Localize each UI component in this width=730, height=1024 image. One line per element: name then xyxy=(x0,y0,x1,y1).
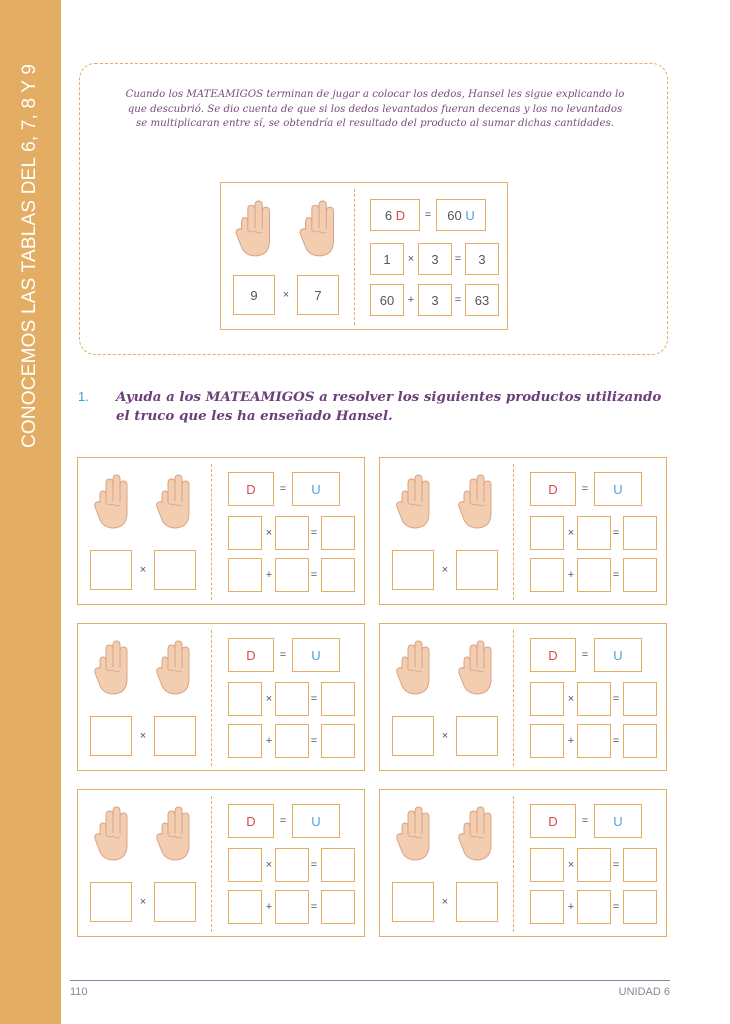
units-letter: U xyxy=(613,813,623,829)
equals-sign: = xyxy=(310,735,318,747)
tens-count: 6 xyxy=(384,207,393,223)
equals-sign: = xyxy=(612,859,620,871)
footer-divider xyxy=(70,980,670,981)
raised-fingers-hand-icon xyxy=(456,472,496,532)
equals-sign: = xyxy=(310,569,318,581)
times-sign: × xyxy=(139,896,147,908)
tens-value: 60 xyxy=(447,207,462,223)
times-sign: × xyxy=(139,730,147,742)
equals-sign: = xyxy=(612,527,620,539)
raised-fingers-hand-icon xyxy=(297,199,339,259)
mult-a-input[interactable] xyxy=(228,516,262,550)
raised-fingers-hand-icon xyxy=(394,804,434,864)
tens-input[interactable] xyxy=(228,804,274,838)
tens-input[interactable] xyxy=(228,472,274,506)
sum-b-input[interactable] xyxy=(275,558,309,592)
times-sign: × xyxy=(441,896,449,908)
times-sign: × xyxy=(567,527,575,539)
mult-b-input[interactable] xyxy=(577,516,611,550)
raised-fingers-hand-icon xyxy=(456,804,496,864)
mult-result-input[interactable] xyxy=(321,516,355,550)
mult-result-input[interactable] xyxy=(623,516,657,550)
units-letter: U xyxy=(613,481,623,497)
section-title: CONOCEMOS LAS TABLAS DEL 6, 7, 8 Y 9 xyxy=(19,63,40,448)
mult-result-box: 3 xyxy=(465,243,499,275)
exercise-card xyxy=(379,623,667,771)
times-sign: × xyxy=(567,693,575,705)
right-factor-input[interactable] xyxy=(154,882,196,922)
sum-result-input[interactable] xyxy=(321,724,355,758)
mult-b-box: 3 xyxy=(418,243,452,275)
units-input[interactable] xyxy=(594,638,642,672)
units-input[interactable] xyxy=(292,638,340,672)
sum-result-input[interactable] xyxy=(321,558,355,592)
tens-input[interactable] xyxy=(530,638,576,672)
raised-fingers-hand-icon xyxy=(456,638,496,698)
raised-fingers-hand-icon xyxy=(92,804,132,864)
sum-a-input[interactable] xyxy=(228,558,262,592)
mult-a-input[interactable] xyxy=(530,682,564,716)
sum-a-input[interactable] xyxy=(228,890,262,924)
sum-b-input[interactable] xyxy=(577,558,611,592)
sum-b-input[interactable] xyxy=(577,724,611,758)
raised-fingers-hand-icon xyxy=(233,199,275,259)
exercise-number: 1. xyxy=(78,389,89,404)
exercise-card xyxy=(379,457,667,605)
sum-result-input[interactable] xyxy=(321,890,355,924)
equals-sign: = xyxy=(279,815,287,827)
sum-b-input[interactable] xyxy=(275,890,309,924)
units-input[interactable] xyxy=(594,472,642,506)
mult-result-input[interactable] xyxy=(623,682,657,716)
tens-input[interactable] xyxy=(530,472,576,506)
mult-result-input[interactable] xyxy=(623,848,657,882)
exercise-card xyxy=(379,789,667,937)
plus-sign: + xyxy=(265,901,273,913)
units-letter: U xyxy=(465,207,475,223)
tens-letter: D xyxy=(548,647,558,663)
raised-fingers-hand-icon xyxy=(154,472,194,532)
tens-letter: D xyxy=(246,647,256,663)
exercise-card xyxy=(77,789,365,937)
equals-sign: = xyxy=(612,901,620,913)
intro-text: Cuando los MATEAMIGOS terminan de jugar a colocar los dedos, Hansel les sigue explicando lo que descubrió. Se dio cuenta de que si los dedos levantados fueran decenas y los no levantados se multiplicaran entre sí, se obtendría el resultado del producto al sumar dichas cantidades. xyxy=(125,89,625,130)
tens-box xyxy=(370,199,420,231)
mult-a-box: 1 xyxy=(370,243,404,275)
times-sign: × xyxy=(265,859,273,871)
exercise-instruction: Ayuda a los MATEAMIGOS a resolver los siguientes productos utilizando el truco que les ha enseñado Hansel. xyxy=(116,389,662,424)
example-box xyxy=(220,182,508,330)
left-factor-input[interactable] xyxy=(392,716,434,756)
tens-input[interactable] xyxy=(530,804,576,838)
times-sign: × xyxy=(265,693,273,705)
times-sign: × xyxy=(567,859,575,871)
raised-fingers-hand-icon xyxy=(394,472,434,532)
mult-a-input[interactable] xyxy=(228,682,262,716)
equals-sign: = xyxy=(310,693,318,705)
units-letter: U xyxy=(311,647,321,663)
left-factor-input[interactable] xyxy=(392,882,434,922)
units-letter: U xyxy=(311,481,321,497)
sum-result-box: 63 xyxy=(465,284,499,316)
right-factor-input[interactable] xyxy=(456,882,498,922)
raised-fingers-hand-icon xyxy=(154,804,194,864)
sum-a-input[interactable] xyxy=(530,724,564,758)
unit-label: UNIDAD 6 xyxy=(618,986,670,998)
left-factor-input[interactable] xyxy=(90,550,132,590)
equals-sign: = xyxy=(454,294,462,306)
plus-sign: + xyxy=(407,294,415,306)
right-factor-input[interactable] xyxy=(154,716,196,756)
sum-a-input[interactable] xyxy=(530,558,564,592)
equals-sign: = xyxy=(310,901,318,913)
plus-sign: + xyxy=(567,735,575,747)
units-letter: U xyxy=(613,647,623,663)
mult-result-input[interactable] xyxy=(321,682,355,716)
sum-result-input[interactable] xyxy=(623,558,657,592)
left-factor-input[interactable] xyxy=(90,716,132,756)
mult-a-input[interactable] xyxy=(228,848,262,882)
equals-sign: = xyxy=(279,649,287,661)
mult-a-input[interactable] xyxy=(530,516,564,550)
plus-sign: + xyxy=(567,569,575,581)
equals-sign: = xyxy=(279,483,287,495)
right-factor-input[interactable] xyxy=(456,550,498,590)
equals-sign: = xyxy=(612,735,620,747)
times-sign: × xyxy=(441,564,449,576)
equals-sign: = xyxy=(581,483,589,495)
equals-sign: = xyxy=(581,815,589,827)
sum-b-input[interactable] xyxy=(577,890,611,924)
tens-letter: D xyxy=(548,481,558,497)
mult-a-input[interactable] xyxy=(530,848,564,882)
right-factor-input[interactable] xyxy=(456,716,498,756)
raised-fingers-hand-icon xyxy=(92,638,132,698)
plus-sign: + xyxy=(567,901,575,913)
plus-sign: + xyxy=(265,735,273,747)
sum-result-input[interactable] xyxy=(623,724,657,758)
sum-a-box: 60 xyxy=(370,284,404,316)
sum-result-input[interactable] xyxy=(623,890,657,924)
sum-a-input[interactable] xyxy=(228,724,262,758)
left-factor-box: 9 xyxy=(233,275,275,315)
sum-b-input[interactable] xyxy=(275,724,309,758)
right-factor-box: 7 xyxy=(297,275,339,315)
times-sign: × xyxy=(139,564,147,576)
units-box xyxy=(436,199,486,231)
left-factor-input[interactable] xyxy=(392,550,434,590)
units-input[interactable] xyxy=(594,804,642,838)
left-factor-input[interactable] xyxy=(90,882,132,922)
mult-b-input[interactable] xyxy=(275,682,309,716)
equals-sign: = xyxy=(310,527,318,539)
raised-fingers-hand-icon xyxy=(154,638,194,698)
equals-sign: = xyxy=(424,209,432,221)
times-sign: × xyxy=(441,730,449,742)
equals-sign: = xyxy=(612,693,620,705)
equals-sign: = xyxy=(310,859,318,871)
times-sign: × xyxy=(282,289,290,301)
mult-b-input[interactable] xyxy=(275,516,309,550)
equals-sign: = xyxy=(454,253,462,265)
mult-b-input[interactable] xyxy=(577,682,611,716)
tens-letter: D xyxy=(395,207,406,223)
equals-sign: = xyxy=(612,569,620,581)
times-sign: × xyxy=(265,527,273,539)
units-input[interactable] xyxy=(292,804,340,838)
sum-a-input[interactable] xyxy=(530,890,564,924)
raised-fingers-hand-icon xyxy=(92,472,132,532)
page-number: 110 xyxy=(70,986,88,998)
tens-letter: D xyxy=(548,813,558,829)
exercise-card xyxy=(77,623,365,771)
exercise-card xyxy=(77,457,365,605)
mult-b-input[interactable] xyxy=(577,848,611,882)
mult-result-input[interactable] xyxy=(321,848,355,882)
tens-input[interactable] xyxy=(228,638,274,672)
units-input[interactable] xyxy=(292,472,340,506)
mult-b-input[interactable] xyxy=(275,848,309,882)
plus-sign: + xyxy=(265,569,273,581)
times-sign: × xyxy=(407,253,415,265)
right-factor-input[interactable] xyxy=(154,550,196,590)
sum-b-box: 3 xyxy=(418,284,452,316)
tens-letter: D xyxy=(246,481,256,497)
tens-letter: D xyxy=(246,813,256,829)
raised-fingers-hand-icon xyxy=(394,638,434,698)
units-letter: U xyxy=(311,813,321,829)
equals-sign: = xyxy=(581,649,589,661)
